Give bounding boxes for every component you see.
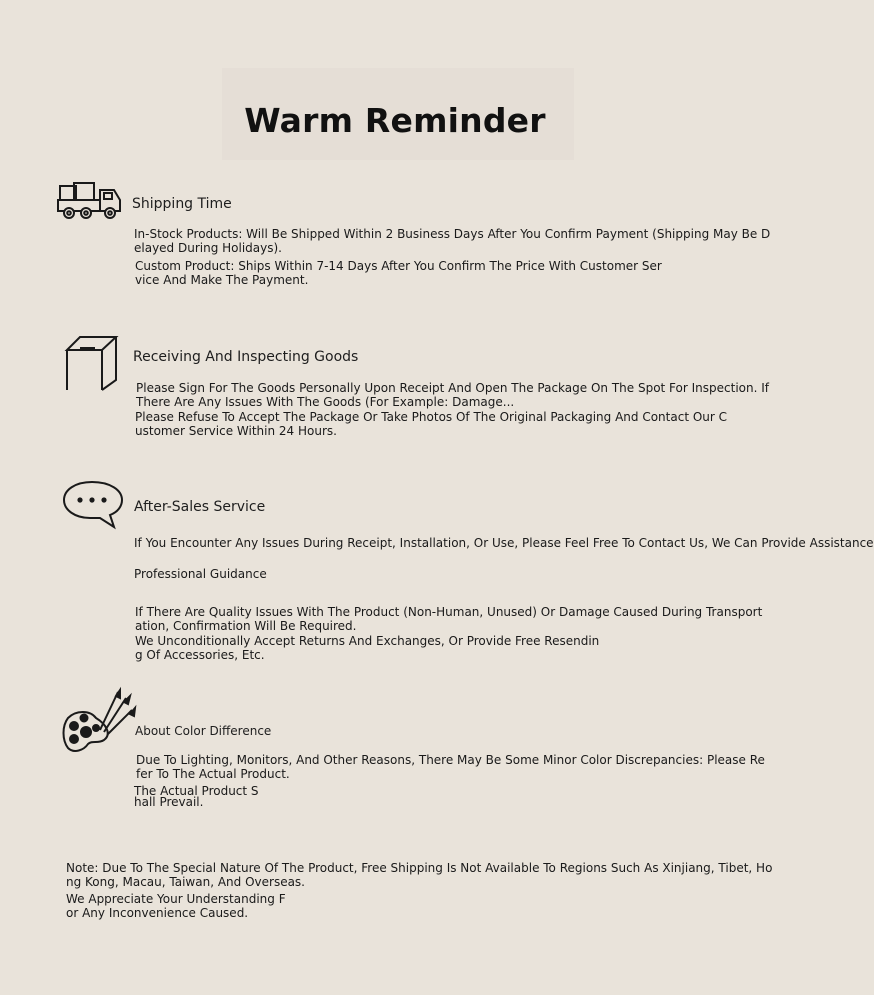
aftersales-text-4: We Unconditionally Accept Returns And Exchanges, Or Provide Free Resendin g Of Accessories, Etc. <box>135 634 600 662</box>
box-icon <box>62 334 128 392</box>
color-heading: About Color Difference <box>135 724 272 738</box>
shipping-text-1: In-Stock Products: Will Be Shipped Within 2 Business Days After You Confirm Payment (Shipping May Be D elayed During Holidays). <box>134 227 771 255</box>
chat-bubble-icon <box>60 478 128 534</box>
shipping-heading: Shipping Time <box>132 196 232 212</box>
aftersales-text-2: Professional Guidance <box>134 567 267 581</box>
aftersales-text-3: If There Are Quality Issues With The Product (Non-Human, Unused) Or Damage Caused During Transport ation, Confirmation Will Be Required. <box>135 605 763 633</box>
receiving-text-2: Please Refuse To Accept The Package Or Take Photos Of The Original Packaging And Contact Our C ustomer Service Within 24 Hours. <box>135 410 728 438</box>
aftersales-text-1: If You Encounter Any Issues During Receipt, Installation, Or Use, Please Feel Free To Contact Us, We Can Provide Assistance <box>134 536 874 550</box>
note-text-1: Note: Due To The Special Nature Of The Product, Free Shipping Is Not Available To Regions Such As Xinjiang, Tibet, Ho ng Kong, Macau, Taiwan, And Overseas. <box>66 861 773 889</box>
aftersales-heading: After-Sales Service <box>134 499 266 515</box>
color-text-1: Due To Lighting, Monitors, And Other Reasons, There May Be Some Minor Color Discrepancies: Please Re fer To The Actual Product. <box>136 753 765 781</box>
palette-icon <box>60 688 136 756</box>
truck-icon <box>56 180 126 224</box>
receiving-heading: Receiving And Inspecting Goods <box>133 349 359 365</box>
shipping-text-2: Custom Product: Ships Within 7-14 Days After You Confirm The Price With Customer Ser vice And Make The Payment. <box>135 259 662 287</box>
page-title: Warm Reminder <box>244 101 546 140</box>
color-text-2: The Actual Product S hall Prevail. <box>134 784 259 809</box>
note-text-2: We Appreciate Your Understanding F or Any Inconvenience Caused. <box>66 892 286 920</box>
receiving-text-1: Please Sign For The Goods Personally Upon Receipt And Open The Package On The Spot For Inspection. If There Are Any Issues With The Goods (For Example: Damage... <box>136 381 769 409</box>
